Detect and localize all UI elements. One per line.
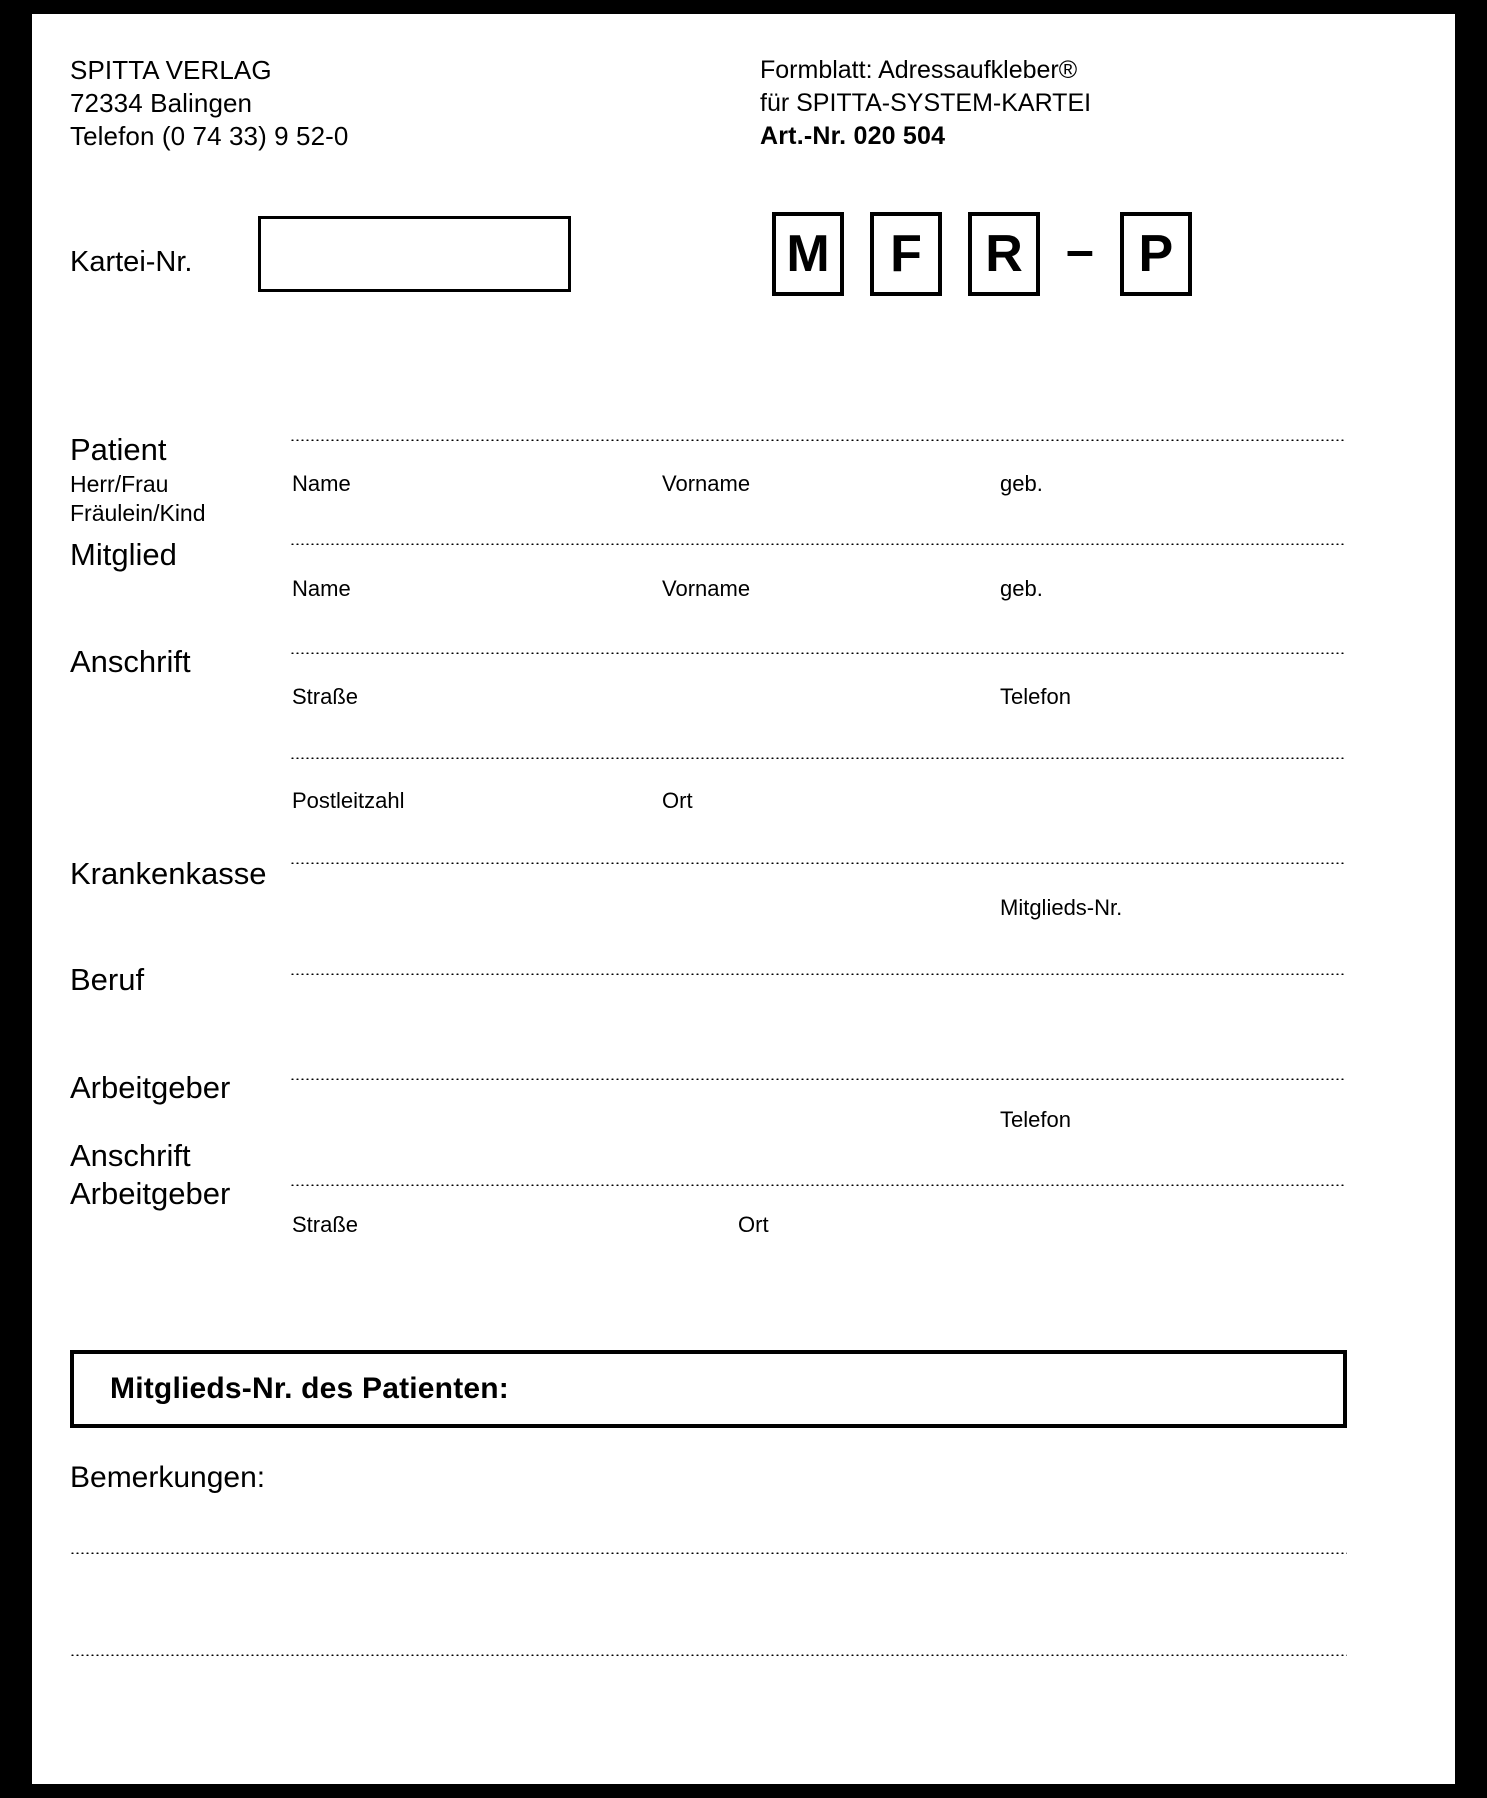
patient-name-sublabel: Name (292, 471, 351, 496)
patient-vorname-sublabel: Vorname (662, 471, 751, 496)
krankenkasse-mitgliedsnr-sublabel: Mitglieds-Nr. (1000, 895, 1123, 920)
remarks-input-line-1[interactable] (70, 1551, 1347, 1554)
section-label-mitglied: Mitglied (70, 537, 177, 572)
remarks-input-line-2[interactable] (70, 1653, 1347, 1656)
section-label-beruf: Beruf (70, 962, 145, 997)
kartei-nr-input[interactable] (258, 216, 571, 292)
kartei-nr-label: Kartei-Nr. (70, 246, 193, 278)
patient-member-number-label: Mitglieds-Nr. des Patienten: (110, 1372, 509, 1405)
section-label-anschrift-arbeitgeber-line1: Anschrift (70, 1138, 191, 1173)
patient-geb-sublabel: geb. (1000, 471, 1043, 496)
section-label-arbeitgeber: Arbeitgeber (70, 1070, 231, 1105)
mfrp-box-r[interactable]: R (968, 212, 1040, 296)
arbeitgeber-anschrift-input-line[interactable] (290, 1183, 1346, 1186)
mitglied-geb-sublabel: geb. (1000, 576, 1043, 601)
anschrift-ort-sublabel: Ort (662, 788, 693, 813)
publisher-phone: Telefon (0 74 33) 9 52-0 (70, 121, 349, 151)
anschrift-telefon-sublabel: Telefon (1000, 684, 1071, 709)
arbeitgeber-strasse-sublabel: Straße (292, 1212, 359, 1237)
section-label-krankenkasse: Krankenkasse (70, 856, 267, 891)
remarks-label: Bemerkungen: (70, 1461, 266, 1494)
form-system: für SPITTA-SYSTEM-KARTEI (760, 89, 1092, 117)
publisher-address: 72334 Balingen (70, 88, 253, 118)
arbeitgeber-input-line[interactable] (290, 1077, 1346, 1080)
patient-name-input-line[interactable] (290, 438, 1346, 441)
article-number: Art.-Nr. 020 504 (760, 122, 946, 150)
krankenkasse-input-line[interactable] (290, 861, 1346, 864)
mitglied-name-input-line[interactable] (290, 542, 1346, 545)
form-info-block (760, 54, 1091, 153)
mfrp-box-m[interactable]: M (772, 212, 844, 296)
anschrift-strasse-sublabel: Straße (292, 684, 359, 709)
publisher-name: SPITTA VERLAG (70, 55, 272, 85)
anschrift-strasse-input-line[interactable] (290, 651, 1346, 654)
arbeitgeber-ort-sublabel: Ort (738, 1212, 769, 1237)
section-label-anschrift-arbeitgeber-line2: Arbeitgeber (70, 1176, 231, 1211)
anschrift-postleitzahl-sublabel: Postleitzahl (292, 788, 405, 813)
publisher-block (70, 54, 348, 153)
form-page (32, 14, 1455, 1784)
mfrp-checkbox-group (772, 212, 1192, 296)
section-label-patient: Patient (70, 432, 167, 467)
mitglied-vorname-sublabel: Vorname (662, 576, 751, 601)
patient-member-number-box[interactable] (70, 1350, 1347, 1428)
arbeitgeber-telefon-sublabel: Telefon (1000, 1107, 1071, 1132)
beruf-input-line[interactable] (290, 972, 1346, 975)
mitglied-name-sublabel: Name (292, 576, 351, 601)
anschrift-plz-ort-input-line[interactable] (290, 756, 1346, 759)
form-title: Formblatt: Adressaufkleber® (760, 56, 1078, 84)
patient-salutation-line2: Fräulein/Kind (70, 500, 206, 526)
mfrp-box-p[interactable]: P (1120, 212, 1192, 296)
mfrp-separator-dash: – (1066, 222, 1094, 278)
section-label-anschrift: Anschrift (70, 644, 191, 679)
patient-salutation-line1: Herr/Frau (70, 471, 169, 497)
mfrp-box-f[interactable]: F (870, 212, 942, 296)
